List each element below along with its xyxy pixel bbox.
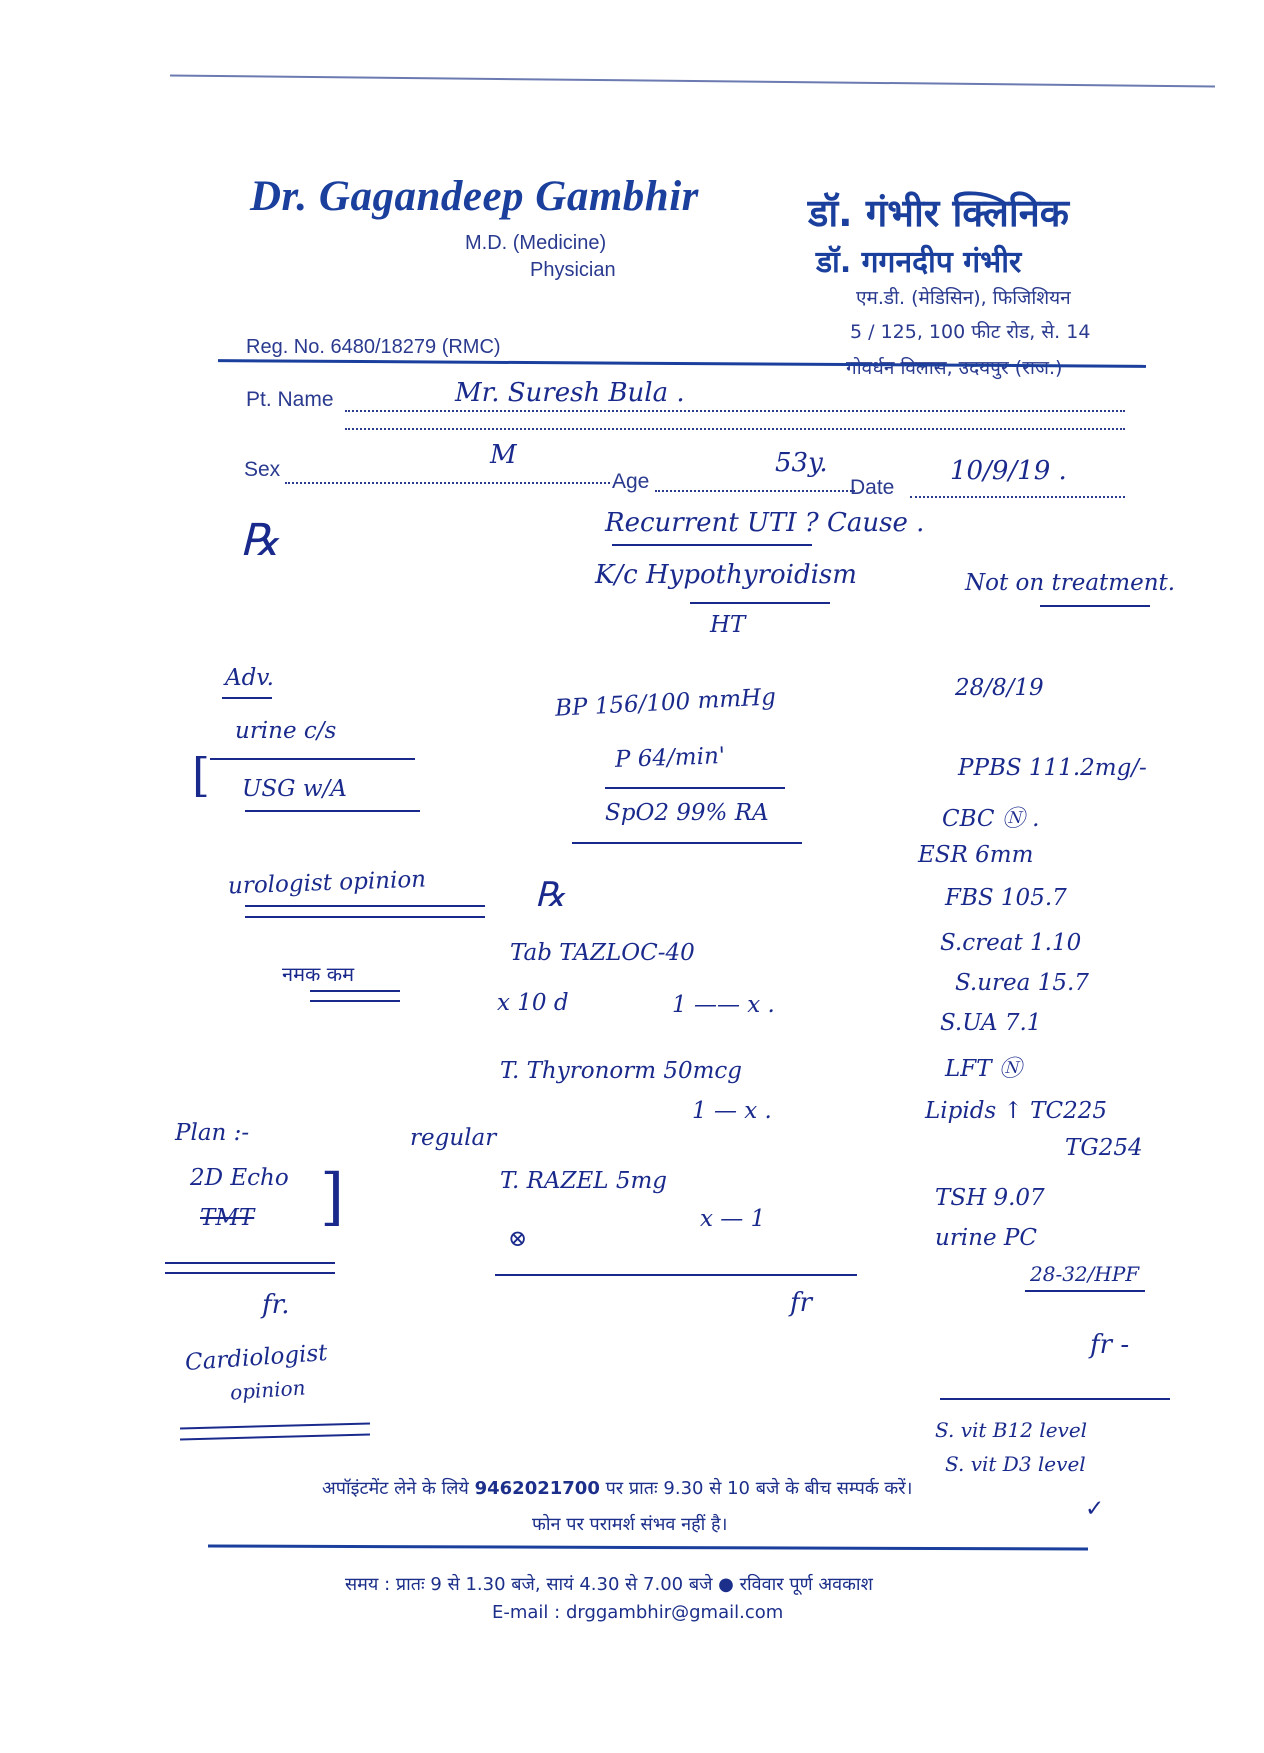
clinic-name-hindi: डॉ. गंभीर क्लिनिक	[808, 191, 1069, 235]
lab-screat: S.creat 1.10	[940, 930, 1082, 956]
rx-symbol: ℞	[240, 515, 280, 566]
footer-rule	[208, 1544, 1088, 1550]
lab-vit-b12: S. vit B12 level	[935, 1418, 1088, 1442]
plan-underline-2	[165, 1272, 335, 1274]
lab-lft: LFT Ⓝ	[945, 1056, 1022, 1082]
advice-bracket: [	[192, 748, 210, 802]
patient-name-line	[345, 410, 1125, 412]
diagnosis-line-3: HT	[710, 612, 746, 638]
diagnosis-underline-1	[612, 544, 812, 546]
medicine-3-frequency: x — 1	[700, 1206, 766, 1232]
vital-spo2: SpO2 99% RA	[605, 800, 769, 826]
medicine-2-frequency: 1 — x .	[692, 1098, 772, 1124]
vital-pulse: P 64/min'	[614, 743, 726, 773]
medicine-3: T. RAZEL 5mg	[500, 1168, 668, 1194]
appointment-phone: 9462021700	[474, 1478, 600, 1499]
reg-number: Reg. No. 6480/18279 (RMC)	[246, 336, 501, 358]
plan-bracket: ]	[320, 1160, 345, 1233]
plan-item-1: 2D Echo	[190, 1165, 289, 1191]
patient-name-line-2	[345, 428, 1125, 430]
diagnosis-line-1: Recurrent UTI ? Cause .	[605, 508, 925, 538]
lab-urine-value: 28-32/HPF	[1030, 1262, 1140, 1286]
patient-name-label: Pt. Name	[246, 388, 334, 411]
top-rule	[170, 75, 1215, 88]
salt-note-underline-2	[310, 1000, 400, 1002]
lab-date: 28/8/19	[955, 675, 1044, 701]
date-line	[910, 496, 1125, 498]
advice-label: Adv.	[225, 665, 274, 691]
plan-label: Plan :-	[175, 1120, 250, 1146]
lab-lipids: Lipids ↑ TC225	[925, 1098, 1107, 1124]
urologist-underline-2	[245, 916, 485, 918]
patient-name-value: Mr. Suresh Bula .	[455, 378, 685, 408]
diagnosis-note: Not on treatment.	[965, 570, 1176, 596]
age-label: Age	[612, 470, 650, 493]
cardiologist-opinion: Cardiologist	[184, 1340, 329, 1376]
sex-value: M	[490, 440, 517, 470]
lab-signature: fr -	[1090, 1330, 1130, 1360]
lab-vit-d3: S. vit D3 level	[945, 1452, 1086, 1476]
qualification: M.D. (Medicine)	[465, 232, 607, 254]
lab-ppbs: PPBS 111.2mg/-	[958, 755, 1147, 781]
lab-urine: urine PC	[935, 1225, 1037, 1251]
lab-urine-underline	[1025, 1290, 1145, 1292]
lab-tg: TG254	[1065, 1135, 1143, 1161]
address-line-1: 5 / 125, 100 फीट रोड, से. 14	[850, 321, 1091, 343]
medicine-1: Tab TAZLOC-40	[510, 940, 695, 966]
lab-sua: S.UA 7.1	[940, 1010, 1042, 1036]
age-value: 53y.	[775, 448, 828, 478]
prescription-signature: fr	[790, 1288, 813, 1318]
sex-line	[285, 482, 610, 484]
cardiologist-underline-1	[180, 1423, 370, 1430]
clinic-email: E-mail : drggambhir@gmail.com	[492, 1602, 784, 1623]
clinic-timing: समय : प्रातः 9 से 1.30 बजे, सायं 4.30 से 7.00 बजे ● रविवार पूर्ण अवकाश	[345, 1574, 873, 1595]
medicine-1-frequency: 1 —— x .	[672, 992, 775, 1018]
advice-test-1: urine c/s	[235, 718, 337, 744]
address-line-2: गोवर्धन विलास, उदयपुर (राज.)	[846, 357, 1063, 379]
regular-note: regular	[410, 1125, 497, 1151]
appointment-line	[322, 1476, 912, 1500]
phone-note: फोन पर परामर्श संभव नहीं है।	[532, 1514, 728, 1535]
rx-symbol-2: ℞	[535, 875, 566, 915]
sex-label: Sex	[244, 458, 281, 481]
advice-test-2: USG w/A	[242, 776, 347, 802]
lab-tsh: TSH 9.07	[935, 1185, 1045, 1211]
lab-tick: ✓	[1085, 1496, 1105, 1522]
diagnosis-note-underline	[1040, 605, 1150, 607]
lab-end-rule	[940, 1398, 1170, 1400]
cardiologist-opinion-2: opinion	[229, 1375, 307, 1405]
plan-underline-1	[165, 1262, 335, 1264]
vital-bp: BP 156/100 mmHg	[554, 684, 777, 722]
appointment-text-2: पर प्रातः 9.30 से 10 बजे के बीच सम्पर्क करें।	[599, 1478, 913, 1499]
age-line	[655, 490, 855, 492]
lab-esr: ESR 6mm	[918, 842, 1034, 868]
qualification-hindi: एम.डी. (मेडिसिन), फिजिशियन	[856, 287, 1071, 309]
vital-pulse-underline	[605, 787, 785, 789]
urologist-opinion: urologist opinion	[227, 866, 427, 900]
prescription-end-rule	[495, 1274, 857, 1276]
medicine-2: T. Thyronorm 50mcg	[500, 1058, 743, 1084]
lab-cbc: CBC Ⓝ .	[942, 806, 1040, 832]
doctor-name: Dr. Gagandeep Gambhir	[250, 173, 699, 220]
left-signature: fr.	[262, 1290, 290, 1320]
doctor-name-hindi: डॉ. गगनदीप गंभीर	[816, 245, 1022, 280]
vital-spo2-underline	[572, 842, 802, 844]
date-label: Date	[850, 476, 895, 499]
salt-note-hindi: नमक कम	[282, 962, 355, 986]
diagnosis-line-2: K/c Hypothyroidism	[595, 560, 857, 590]
diagnosis-underline-2	[690, 602, 830, 604]
cardiologist-underline-2	[180, 1434, 370, 1441]
prescription-symbol: ⊗	[508, 1226, 528, 1252]
advice-underline	[222, 697, 272, 699]
plan-item-2: TMT	[200, 1205, 255, 1231]
date-value: 10/9/19 .	[950, 456, 1067, 486]
advice-test-2-underline	[245, 810, 420, 812]
designation: Physician	[530, 259, 616, 281]
salt-note-underline-1	[310, 990, 400, 992]
appointment-text-1: अपॉइंटमेंट लेने के लिये	[322, 1478, 475, 1499]
lab-surea: S.urea 15.7	[955, 970, 1089, 996]
advice-test-1-underline	[210, 758, 415, 760]
medicine-1-dose: x 10 d	[497, 990, 569, 1016]
urologist-underline-1	[245, 905, 485, 907]
lab-fbs: FBS 105.7	[945, 885, 1067, 911]
